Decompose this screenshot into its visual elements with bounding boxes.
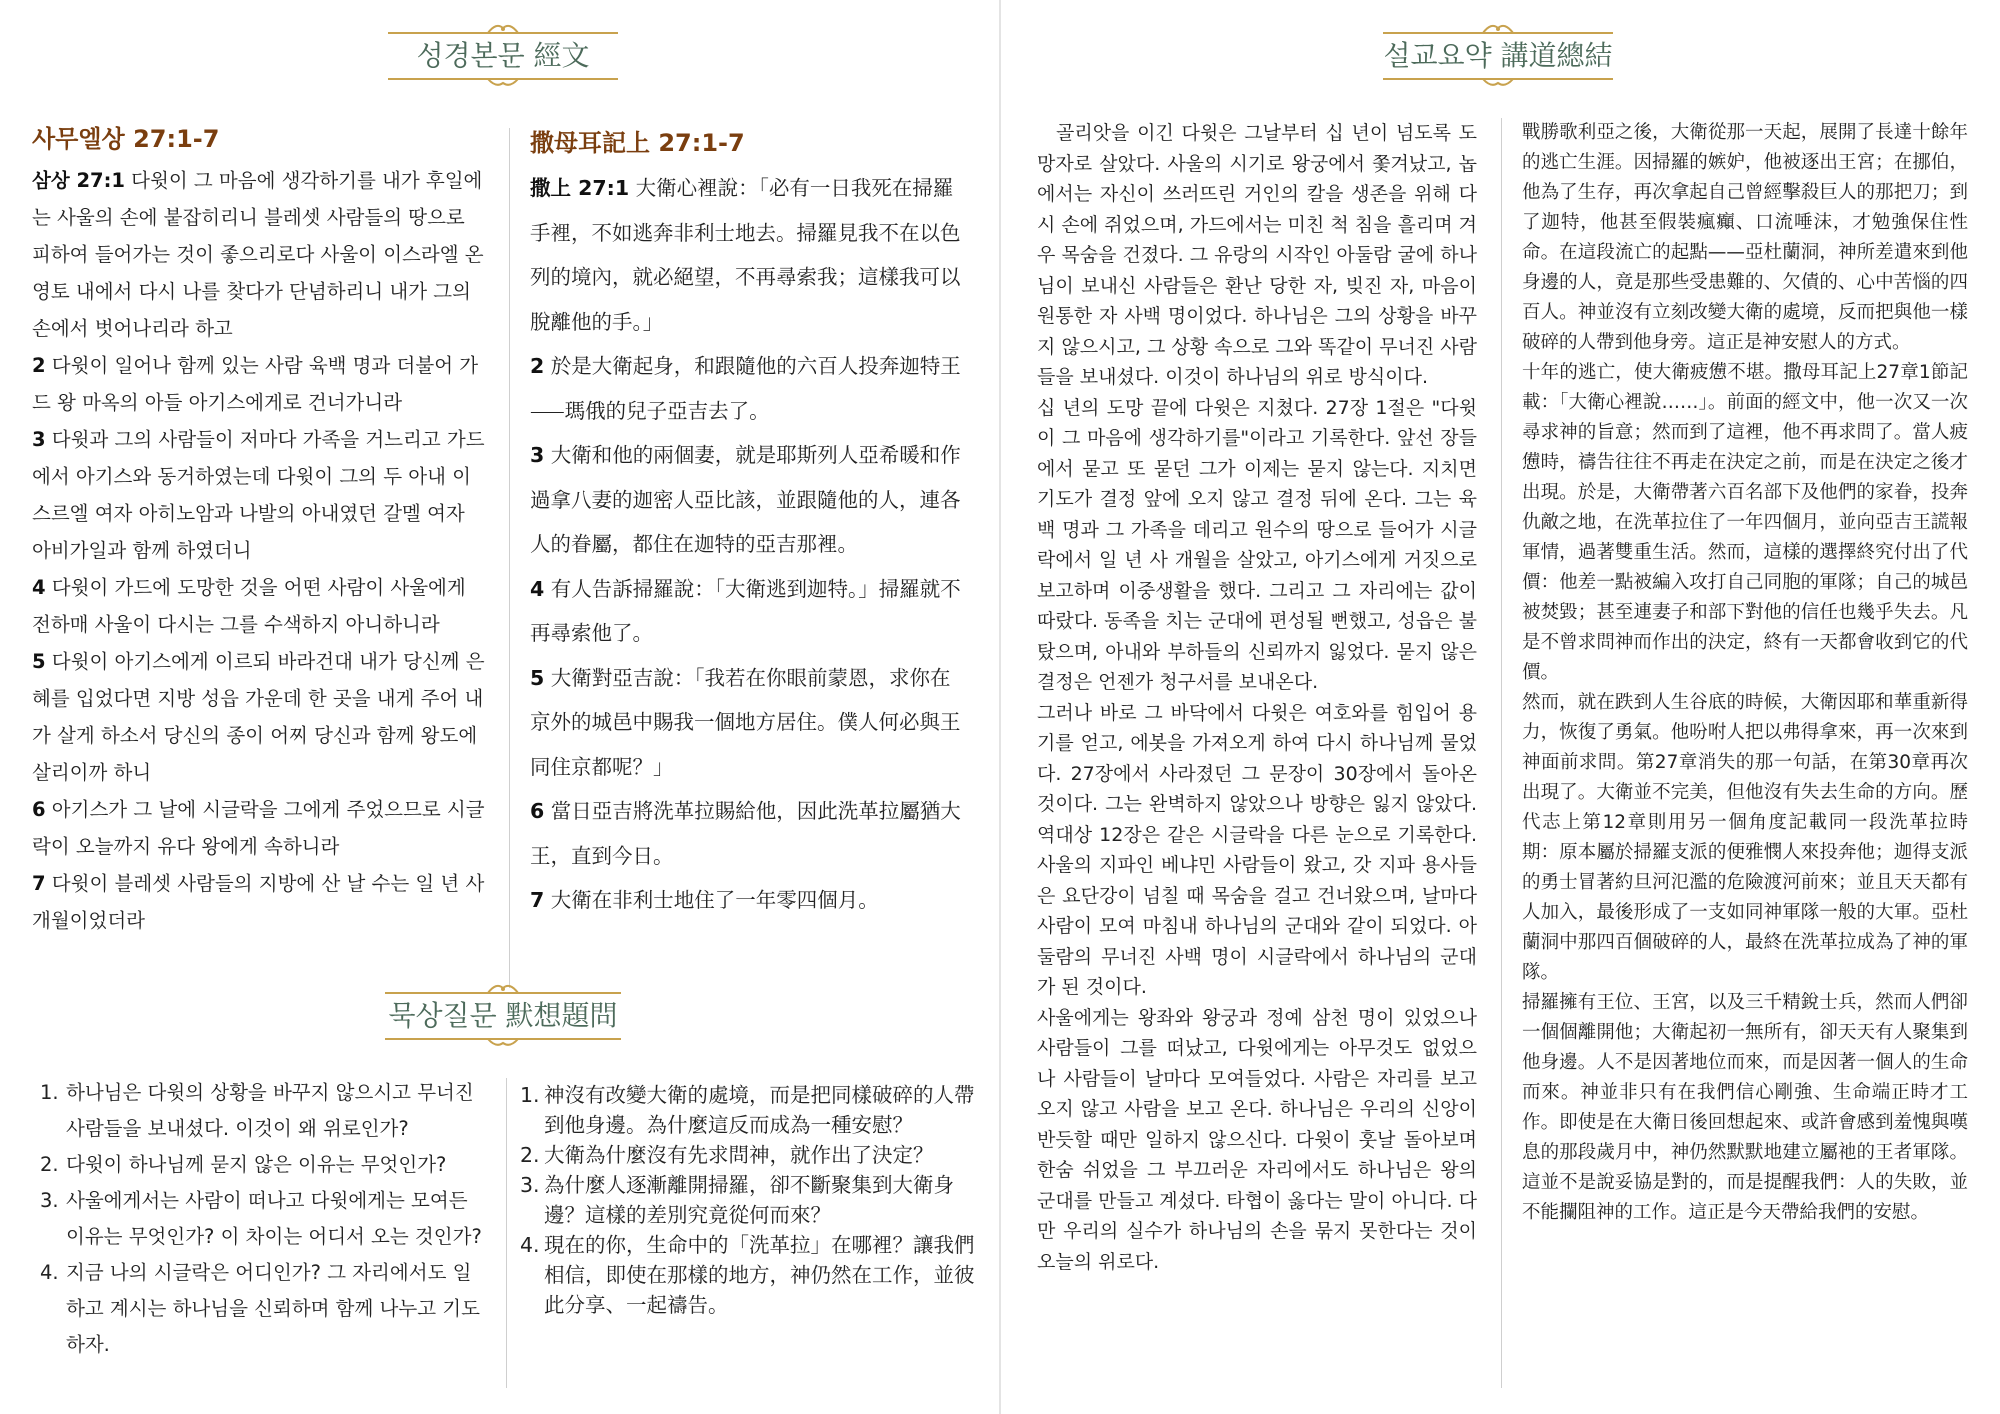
chinese-questions (520, 1080, 990, 1320)
list-item (40, 1147, 485, 1183)
korean-verses (32, 162, 487, 939)
verse (530, 433, 970, 567)
verse-text: 大衛對亞吉說：「我若在你眼前蒙恩，求你在京外的城邑中賜我一個地方居住。僕人何必與王同住京都呢？」 (530, 665, 961, 779)
question-number: 3. (520, 1173, 540, 1197)
verse-text: 大衛心裡說：「必有一日我死在掃羅手裡，不如逃奔非利士地去。掃羅見我不在以色列的境內，就必絕望，不再尋索我；這樣我可以脫離他的手。」 (530, 176, 961, 334)
verse-ref: 5 (32, 650, 46, 673)
ornament-top-icon (385, 982, 621, 996)
scripture-korean-column (32, 124, 487, 939)
question-number: 2. (40, 1153, 59, 1176)
list-item (40, 1075, 485, 1147)
page-divider (999, 0, 1001, 1414)
scripture-chinese-column (530, 128, 970, 923)
meditation-heading-text: 묵상질문 默想題問 (388, 999, 618, 1032)
ornament-top-icon (1383, 22, 1613, 36)
sermon-paragraph: 戰勝歌利亞之後，大衛從那一天起，展開了長達十餘年的逃亡生涯。因掃羅的嫉妒，他被逐出王宮；在挪伯，他為了生存，再次拿起自己曾經擊殺巨人的那把刀；到了迦特，他甚至假裝瘋癲、口流唾沫，才勉強保住性命。在這段流亡的起點——亞杜蘭洞，神所差遣來到他身邊的人，竟是那些受患難的、欠債的、心中苦惱的四百人。神並沒有立刻改變大衛的處境，反而把與他一樣破碎的人帶到他身旁。這正是神安慰人的方式。 (1522, 122, 1968, 353)
meditation-heading (385, 982, 621, 1048)
verse (530, 656, 970, 790)
verse-ref: 6 (530, 799, 545, 823)
ornament-bottom-icon (385, 1036, 621, 1048)
question-text: 하나님은 다윗의 상황을 바꾸지 않으시고 무너진 사람들을 보내셨다. 이것이 왜 위로인가? (66, 1081, 474, 1140)
list-item (520, 1080, 990, 1140)
verse (530, 344, 970, 433)
question-text: 사울에게서는 사람이 떠나고 다윗에게는 모여든 이유는 무엇인가? 이 차이는 어디서 오는 것인가? (66, 1189, 482, 1248)
verse-ref: 6 (32, 798, 46, 821)
verse-text: 大衛和他的兩個妻，就是耶斯列人亞希暖和作過拿八妻的迦密人亞比該，並跟隨他的人，連各人的眷屬，都住在迦特的亞吉那裡。 (530, 443, 961, 556)
verse (530, 567, 970, 656)
sermon-paragraph: 그러나 바로 그 바닥에서 다윗은 여호와를 힘입어 용기를 얻고, 에봇을 가져오게 하여 다시 하나님께 물었다. 27장에서 사라졌던 그 문장이 30장에서 돌아온 것이다. 그는 완벽하지 않았으나 방향은 잃지 않았다. 역대상 12장은 같은 시글락을 다른 눈으로 기록한다. 사울의 지파인 베냐민 사람들이 왔고, 갓 지파 용사들은 요단강이 넘칠 때 목숨을 걸고 건너왔으며, 날마다 사람이 모여 마침내 하나님의 군대와 같이 되었다. 아둘람의 무너진 사백 명이 시글락에서 하나님의 군대가 된 것이다. (1037, 701, 1477, 998)
question-text: 지금 나의 시글락은 어디인가? 그 자리에서도 일하고 계시는 하나님을 신뢰하며 함께 나누고 기도하자. (66, 1261, 480, 1356)
sermon-heading-text: 설교요약 講道總結 (1383, 39, 1613, 72)
verse-text: 有人告訴掃羅說：「大衛逃到迦特。」掃羅就不再尋索他了。 (530, 576, 961, 645)
verse (530, 166, 970, 344)
verse-text: 다윗이 가드에 도망한 것을 어떤 사람이 사울에게 전하매 사울이 다시는 그를 수색하지 아니하니라 (32, 576, 466, 636)
list-item (520, 1140, 990, 1170)
sermon-paragraph: 掃羅擁有王位、王宮，以及三千精銳士兵，然而人們卻一個個離開他；大衛起初一無所有，卻天天有人聚集到他身邊。人不是因著地位而來，而是因著一個人的生命而來。神並非只有在我們信心剛強、生命端正時才工作。即使是在大衛日後回想起來、或許會感到羞愧與嘆息的那段歲月中，神仍然默默地建立屬祂的王者軍隊。這並不是說妥協是對的，而是提醒我們：人的失敗，並不能攔阻神的工作。這正是今天帶給我們的安慰。 (1522, 992, 1968, 1223)
chinese-verses (530, 166, 970, 923)
verse-ref: 4 (530, 576, 545, 601)
sermon-paragraph: 十年的逃亡，使大衛疲憊不堪。撒母耳記上27章1節記載：「大衛心裡說……」。前面的經文中，他一次又一次尋求神的旨意；然而到了這裡，他不再求問了。當人疲憊時，禱告往往不再走在決定之前，而是在決定之後才出現。於是，大衛帶著六百名部下及他們的家眷，投奔仇敵之地，在洗革拉住了一年四個月，並向亞吉王謊報軍情，過著雙重生活。然而，這樣的選擇終究付出了代價：他差一點被編入攻打自己同胞的軍隊；自己的城邑被焚毀；甚至連妻子和部下對他的信任也幾乎失去。凡是不曾求問神而作出的決定，終有一天都會收到它的代價。 (1522, 362, 1968, 683)
column-divider (509, 128, 510, 988)
verse-text: 다윗이 블레셋 사람들의 지방에 산 날 수는 일 년 사 개월이었더라 (32, 872, 485, 932)
verse-ref: 3 (530, 443, 545, 467)
verse-text: 다윗이 그 마음에 생각하기를 내가 후일에는 사울의 손에 붙잡히리니 블레셋 사람들의 땅으로 피하여 들어가는 것이 좋으리로다 사울이 이스라엘 온 영토 내에서 다시 나를 찾다가 단념하리니 내가 그의 손에서 벗어나리라 하고 (32, 169, 484, 340)
sermon-chinese-column (1522, 118, 1968, 1228)
verse-ref: 2 (32, 354, 46, 377)
verse (32, 791, 487, 865)
verse (32, 865, 487, 939)
sermon-paragraph: 然而，就在跌到人生谷底的時候，大衛因耶和華重新得力，恢復了勇氣。他吩咐人把以弗得拿來，再一次來到神面前求問。第27章消失的那一句話，在第30章再次出現了。大衛並不完美，但他沒有失去生命的方向。歷代志上第12章則用另一個角度記載同一段洗革拉時期：原本屬於掃羅支派的便雅憫人來投奔他；迦得支派的勇士冒著約旦河氾濫的危險渡河前來；並且天天都有人加入，最後形成了一支如同神軍隊一般的大軍。亞杜蘭洞中那四百個破碎的人，最終在洗革拉成為了神的軍隊。 (1522, 692, 1968, 983)
meditation-chinese-column (520, 1080, 990, 1320)
verse-ref: 7 (530, 888, 545, 912)
question-text: 為什麼人逐漸離開掃羅，卻不斷聚集到大衛身邊？這樣的差別究竟從何而來？ (544, 1173, 954, 1227)
question-number: 4. (520, 1233, 540, 1257)
ornament-top-icon (388, 22, 618, 36)
verse (32, 421, 487, 569)
question-number: 4. (40, 1261, 59, 1284)
question-text: 大衛為什麼沒有先求問神，就作出了決定？ (544, 1143, 934, 1167)
list-item (520, 1170, 990, 1230)
list-item (520, 1230, 990, 1320)
verse (530, 878, 970, 923)
scripture-korean-title: 사무엘상 27:1-7 (32, 125, 220, 153)
scripture-chinese-title: 撒母耳記上 27:1-7 (530, 129, 745, 157)
question-number: 1. (520, 1083, 540, 1107)
verse-text: 當日亞吉將洗革拉賜給他，因此洗革拉屬猶大王，直到今日。 (530, 799, 961, 868)
question-number: 2. (520, 1143, 540, 1167)
column-divider (506, 1078, 507, 1388)
verse-text: 다윗이 아기스에게 이르되 바라건대 내가 당신께 은혜를 입었다면 지방 성읍 가운데 한 곳을 내게 주어 내가 살게 하소서 당신의 종이 어찌 당신과 함께 왕도에 살리이까 하니 (32, 650, 485, 784)
sermon-paragraph: 사울에게는 왕좌와 왕궁과 정예 삼천 명이 있었으나 사람들이 그를 떠났고, 다윗에게는 아무것도 없었으나 사람들이 날마다 모여들었다. 사람은 자리를 보고 오지 않고 사람을 보고 온다. 하나님은 우리의 신앙이 반듯할 때만 일하지 않으신다. 다윗이 훗날 돌아보며 한숨 쉬었을 그 부끄러운 자리에서도 하나님은 왕의 군대를 만들고 계셨다. 타협이 옳다는 말이 아니다. 다만 우리의 실수가 하나님의 손을 묶지 못한다는 것이 오늘의 위로다. (1037, 1006, 1477, 1273)
verse-ref: 삼상 27:1 (32, 169, 125, 192)
verse-ref: 2 (530, 354, 545, 378)
verse-ref: 4 (32, 576, 46, 599)
verse (32, 569, 487, 643)
verse-text: 다윗과 그의 사람들이 저마다 가족을 거느리고 가드에서 아기스와 동거하였는데 다윗이 그의 두 아내 이스르엘 여자 아히노암과 나발의 아내였던 갈멜 여자 아비가일과 함께 하였더니 (32, 428, 485, 562)
ornament-bottom-icon (1383, 76, 1613, 88)
verse (530, 789, 970, 878)
question-number: 3. (40, 1189, 59, 1212)
scripture-heading (388, 22, 618, 88)
verse-text: 아기스가 그 날에 시글락을 그에게 주었으므로 시글락이 오늘까지 유다 왕에게 속하니라 (32, 798, 485, 858)
sermon-heading (1383, 22, 1613, 88)
question-text: 神沒有改變大衛的處境，而是把同樣破碎的人帶到他身邊。為什麼這反而成為一種安慰？ (544, 1083, 975, 1137)
verse-text: 大衛在非利士地住了一年零四個月。 (544, 888, 879, 912)
question-text: 現在的你，生命中的「洗革拉」在哪裡？讓我們相信，即使在那樣的地方，神仍然在工作，並彼此分享、一起禱告。 (544, 1233, 975, 1317)
korean-questions (40, 1075, 485, 1363)
list-item (40, 1255, 485, 1363)
verse-ref: 3 (32, 428, 46, 451)
meditation-korean-column (40, 1075, 485, 1363)
verse (32, 347, 487, 421)
question-number: 1. (40, 1081, 59, 1104)
question-text: 다윗이 하나님께 묻지 않은 이유는 무엇인가? (66, 1153, 447, 1176)
verse-ref: 7 (32, 872, 46, 895)
verse (32, 162, 487, 347)
sermon-paragraph: 십 년의 도망 끝에 다윗은 지쳤다. 27장 1절은 "다윗이 그 마음에 생각하기를"이라고 기록한다. 앞선 장들에서 묻고 또 묻던 그가 이제는 묻지 않는다. 지치면 기도가 결정 앞에 오지 않고 결정 뒤에 온다. 그는 육백 명과 그 가족을 데리고 원수의 땅으로 들어가 시글락에서 일 년 사 개월을 살았고, 아기스에게 거짓으로 보고하며 이중생활을 했다. 그리고 그 자리에는 값이 따랐다. 동족을 치는 군대에 편성될 뻔했고, 성읍은 불탔으며, 아내와 부하들의 신뢰까지 잃었다. 묻지 않은 결정은 언젠가 청구서를 보내온다. (1037, 396, 1477, 693)
column-divider (1501, 118, 1502, 1388)
sermon-paragraph: 골리앗을 이긴 다윗은 그날부터 십 년이 넘도록 도망자로 살았다. 사울의 시기로 왕궁에서 쫓겨났고, 놉에서는 자신이 쓰러뜨린 거인의 칼을 생존을 위해 다시 손에 쥐었으며, 가드에서는 미친 척 침을 흘리며 겨우 목숨을 건졌다. 그 유랑의 시작인 아둘람 굴에 하나님이 보내신 사람들은 환난 당한 자, 빚진 자, 마음이 원통한 자 사백 명이었다. 하나님은 그의 상황을 바꾸지 않으시고, 그 상황 속으로 그와 똑같이 무너진 사람들을 보내셨다. 이것이 하나님의 위로 방식이다. (1037, 122, 1477, 388)
verse-text: 다윗이 일어나 함께 있는 사람 육백 명과 더불어 가드 왕 마옥의 아들 아기스에게로 건너가니라 (32, 354, 479, 414)
list-item (40, 1183, 485, 1255)
verse (32, 643, 487, 791)
sermon-korean-column (1037, 118, 1477, 1277)
ornament-bottom-icon (388, 76, 618, 88)
verse-ref: 5 (530, 665, 545, 690)
verse-text: 於是大衛起身，和跟隨他的六百人投奔迦特王⸺瑪俄的兒子亞吉去了。 (530, 354, 961, 423)
verse-ref: 撒上 27:1 (530, 176, 630, 200)
scripture-heading-text: 성경본문 經文 (416, 39, 590, 72)
